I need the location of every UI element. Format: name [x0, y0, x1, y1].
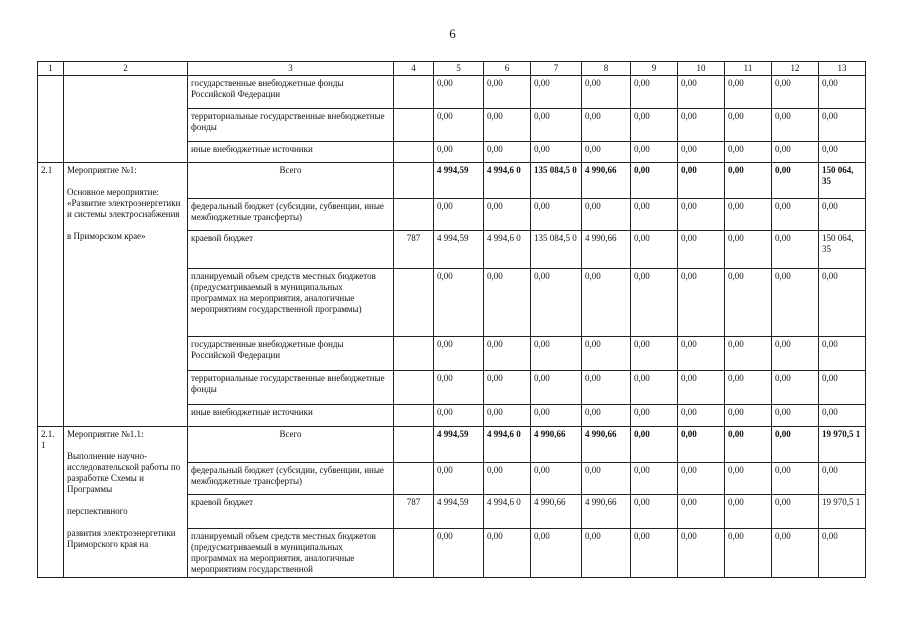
amount-cell: 0,00	[582, 269, 631, 337]
amount-cell: 0,00	[484, 199, 531, 231]
amount-cell: 0,00	[631, 163, 678, 199]
amount-cell: 0,00	[678, 337, 725, 371]
amount-cell: 0,00	[772, 199, 819, 231]
funding-source: Всего	[188, 163, 394, 199]
amount-cell: 4 994,59	[434, 495, 484, 529]
table-row	[38, 427, 866, 463]
amount-cell: 0,00	[725, 463, 772, 495]
amount-cell: 0,00	[772, 405, 819, 427]
amount-cell: 0,00	[631, 76, 678, 109]
amount-cell: 0,00	[434, 109, 484, 142]
amount-cell: 0,00	[772, 371, 819, 405]
amount-cell: 4 990,66	[531, 427, 582, 463]
amount-cell: 19 970,5 1	[819, 427, 866, 463]
amount-cell: 0,00	[531, 463, 582, 495]
amount-cell: 0,00	[725, 109, 772, 142]
item-number: 2.1. 1	[38, 427, 64, 578]
amount-cell: 0,00	[434, 199, 484, 231]
amount-cell: 0,00	[725, 371, 772, 405]
amount-cell: 0,00	[819, 405, 866, 427]
amount-cell: 0,00	[484, 529, 531, 578]
amount-cell: 0,00	[434, 269, 484, 337]
header-cell: 2	[64, 62, 188, 76]
amount-cell: 4 994,59	[434, 163, 484, 199]
amount-cell: 0,00	[772, 337, 819, 371]
amount-cell: 4 994,59	[434, 427, 484, 463]
amount-cell: 135 084,5 0	[531, 163, 582, 199]
amount-cell: 0,00	[819, 142, 866, 163]
amount-cell: 0,00	[678, 495, 725, 529]
amount-cell: 135 084,5 0	[531, 231, 582, 269]
description-line: Основное мероприятие: «Развитие электроэнергетики и системы электроснабжения	[67, 187, 181, 219]
amount-cell: 0,00	[678, 142, 725, 163]
header-cell: 10	[678, 62, 725, 76]
amount-cell: 0,00	[434, 337, 484, 371]
budget-code: 787	[394, 231, 434, 269]
funding-source: федеральный бюджет (субсидии, субвенции, иные межбюджетные трансферты)	[188, 199, 394, 231]
budget-table	[37, 61, 866, 578]
amount-cell: 0,00	[772, 463, 819, 495]
amount-cell: 0,00	[631, 142, 678, 163]
budget-code	[394, 163, 434, 199]
header-cell: 11	[725, 62, 772, 76]
amount-cell: 4 990,66	[531, 495, 582, 529]
amount-cell: 0,00	[631, 337, 678, 371]
amount-cell: 4 994,59	[434, 231, 484, 269]
amount-cell: 4 994,6 0	[484, 163, 531, 199]
item-description	[64, 76, 188, 163]
amount-cell: 0,00	[678, 231, 725, 269]
amount-cell: 0,00	[531, 76, 582, 109]
funding-source: планируемый объем средств местных бюджетов (предусматриваемый в муниципальных программах на мероприятия, аналогичные мероприятиям государственной программы)	[188, 269, 394, 337]
amount-cell: 0,00	[772, 163, 819, 199]
amount-cell: 0,00	[678, 463, 725, 495]
funding-source: краевой бюджет	[188, 231, 394, 269]
amount-cell: 0,00	[772, 142, 819, 163]
funding-source: планируемый объем средств местных бюджетов (предусматриваемый в муниципальных программах на мероприятия, аналогичные мероприятиям государственной	[188, 529, 394, 578]
header-cell: 1	[38, 62, 64, 76]
description-gap	[67, 176, 184, 187]
header-row	[38, 62, 866, 76]
amount-cell: 0,00	[531, 199, 582, 231]
amount-cell: 0,00	[531, 371, 582, 405]
funding-source: государственные внебюджетные фонды Российской Федерации	[188, 76, 394, 109]
description-line: перспективного	[67, 506, 128, 516]
amount-cell: 0,00	[434, 405, 484, 427]
amount-cell: 0,00	[631, 427, 678, 463]
amount-cell: 0,00	[582, 109, 631, 142]
amount-cell: 4 994,6 0	[484, 427, 531, 463]
amount-cell: 0,00	[631, 109, 678, 142]
amount-cell: 0,00	[582, 405, 631, 427]
amount-cell: 0,00	[678, 76, 725, 109]
amount-cell: 0,00	[531, 529, 582, 578]
description-gap	[67, 517, 184, 528]
amount-cell: 0,00	[678, 269, 725, 337]
funding-source: территориальные государственные внебюджетные фонды	[188, 371, 394, 405]
description-line: в Приморском крае»	[67, 231, 146, 241]
header-cell: 5	[434, 62, 484, 76]
amount-cell: 4 994,6 0	[484, 495, 531, 529]
amount-cell: 0,00	[725, 427, 772, 463]
amount-cell: 0,00	[772, 529, 819, 578]
amount-cell: 0,00	[725, 231, 772, 269]
amount-cell: 0,00	[434, 529, 484, 578]
funding-source: федеральный бюджет (субсидии, субвенции, иные межбюджетные трансферты)	[188, 463, 394, 495]
amount-cell: 0,00	[631, 199, 678, 231]
amount-cell: 0,00	[819, 109, 866, 142]
description-line: Мероприятие №1:	[67, 165, 137, 175]
amount-cell: 0,00	[772, 231, 819, 269]
table-row	[38, 163, 866, 199]
amount-cell: 0,00	[484, 337, 531, 371]
amount-cell: 0,00	[819, 529, 866, 578]
amount-cell: 0,00	[819, 269, 866, 337]
amount-cell: 150 064, 35	[819, 231, 866, 269]
amount-cell: 0,00	[725, 76, 772, 109]
amount-cell: 0,00	[582, 199, 631, 231]
description-line: Выполнение научно-исследовательской работы по разработке Схемы и Программы	[67, 451, 181, 494]
header-cell: 3	[188, 62, 394, 76]
amount-cell: 0,00	[725, 142, 772, 163]
amount-cell: 0,00	[819, 337, 866, 371]
item-description	[64, 427, 188, 578]
budget-code	[394, 529, 434, 578]
funding-source: территориальные государственные внебюджетные фонды	[188, 109, 394, 142]
amount-cell: 0,00	[678, 199, 725, 231]
amount-cell: 0,00	[631, 371, 678, 405]
budget-code	[394, 269, 434, 337]
amount-cell: 0,00	[678, 405, 725, 427]
header-cell: 12	[772, 62, 819, 76]
budget-code	[394, 142, 434, 163]
amount-cell: 0,00	[772, 76, 819, 109]
budget-code	[394, 405, 434, 427]
amount-cell: 0,00	[531, 109, 582, 142]
amount-cell: 0,00	[631, 495, 678, 529]
amount-cell: 0,00	[678, 427, 725, 463]
amount-cell: 0,00	[582, 463, 631, 495]
description-gap	[67, 440, 184, 451]
amount-cell: 0,00	[484, 463, 531, 495]
header-cell: 8	[582, 62, 631, 76]
budget-code	[394, 463, 434, 495]
amount-cell: 0,00	[484, 142, 531, 163]
amount-cell: 0,00	[434, 371, 484, 405]
amount-cell: 0,00	[434, 142, 484, 163]
description-line: развития электроэнергетики Приморского края на	[67, 528, 176, 549]
amount-cell: 0,00	[434, 463, 484, 495]
budget-code	[394, 427, 434, 463]
budget-code	[394, 337, 434, 371]
amount-cell: 0,00	[484, 371, 531, 405]
budget-code	[394, 109, 434, 142]
amount-cell: 0,00	[772, 427, 819, 463]
amount-cell: 0,00	[678, 109, 725, 142]
amount-cell: 0,00	[772, 495, 819, 529]
amount-cell: 0,00	[678, 163, 725, 199]
amount-cell: 150 064, 35	[819, 163, 866, 199]
amount-cell: 0,00	[484, 76, 531, 109]
amount-cell: 4 990,66	[582, 231, 631, 269]
page-number: 6	[449, 26, 456, 41]
header-cell: 6	[484, 62, 531, 76]
amount-cell: 0,00	[678, 529, 725, 578]
item-description	[64, 163, 188, 427]
funding-source: государственные внебюджетные фонды Российской Федерации	[188, 337, 394, 371]
header-cell: 4	[394, 62, 434, 76]
amount-cell: 0,00	[484, 269, 531, 337]
amount-cell: 0,00	[582, 337, 631, 371]
item-number	[38, 76, 64, 163]
description-gap	[67, 220, 184, 231]
budget-code	[394, 371, 434, 405]
amount-cell: 0,00	[772, 269, 819, 337]
amount-cell: 4 994,6 0	[484, 231, 531, 269]
header-cell: 9	[631, 62, 678, 76]
description-gap	[67, 495, 184, 506]
amount-cell: 0,00	[484, 405, 531, 427]
amount-cell: 0,00	[434, 76, 484, 109]
amount-cell: 0,00	[531, 405, 582, 427]
amount-cell: 0,00	[531, 142, 582, 163]
amount-cell: 0,00	[819, 463, 866, 495]
amount-cell: 0,00	[631, 463, 678, 495]
amount-cell: 0,00	[582, 76, 631, 109]
amount-cell: 0,00	[819, 371, 866, 405]
table-row	[38, 76, 866, 109]
amount-cell: 0,00	[582, 142, 631, 163]
header-cell: 7	[531, 62, 582, 76]
item-number: 2.1	[38, 163, 64, 427]
amount-cell: 0,00	[725, 163, 772, 199]
amount-cell: 0,00	[631, 269, 678, 337]
amount-cell: 4 990,66	[582, 495, 631, 529]
amount-cell: 4 990,66	[582, 427, 631, 463]
amount-cell: 0,00	[772, 109, 819, 142]
budget-code	[394, 199, 434, 231]
amount-cell: 0,00	[484, 109, 531, 142]
amount-cell: 0,00	[531, 269, 582, 337]
amount-cell: 0,00	[725, 405, 772, 427]
amount-cell: 0,00	[725, 269, 772, 337]
amount-cell: 0,00	[725, 529, 772, 578]
amount-cell: 0,00	[631, 405, 678, 427]
budget-code: 787	[394, 495, 434, 529]
amount-cell: 0,00	[631, 529, 678, 578]
funding-source: иные внебюджетные источники	[188, 405, 394, 427]
amount-cell: 0,00	[631, 231, 678, 269]
budget-code	[394, 76, 434, 109]
amount-cell: 0,00	[819, 76, 866, 109]
amount-cell: 0,00	[582, 529, 631, 578]
amount-cell: 0,00	[531, 337, 582, 371]
funding-source: краевой бюджет	[188, 495, 394, 529]
amount-cell: 0,00	[725, 495, 772, 529]
description-line: Мероприятие №1.1:	[67, 429, 144, 439]
amount-cell: 0,00	[678, 371, 725, 405]
amount-cell: 0,00	[725, 199, 772, 231]
header-cell: 13	[819, 62, 866, 76]
funding-source: иные внебюджетные источники	[188, 142, 394, 163]
amount-cell: 0,00	[725, 337, 772, 371]
amount-cell: 4 990,66	[582, 163, 631, 199]
amount-cell: 0,00	[819, 199, 866, 231]
amount-cell: 19 970,5 1	[819, 495, 866, 529]
funding-source: Всего	[188, 427, 394, 463]
amount-cell: 0,00	[582, 371, 631, 405]
